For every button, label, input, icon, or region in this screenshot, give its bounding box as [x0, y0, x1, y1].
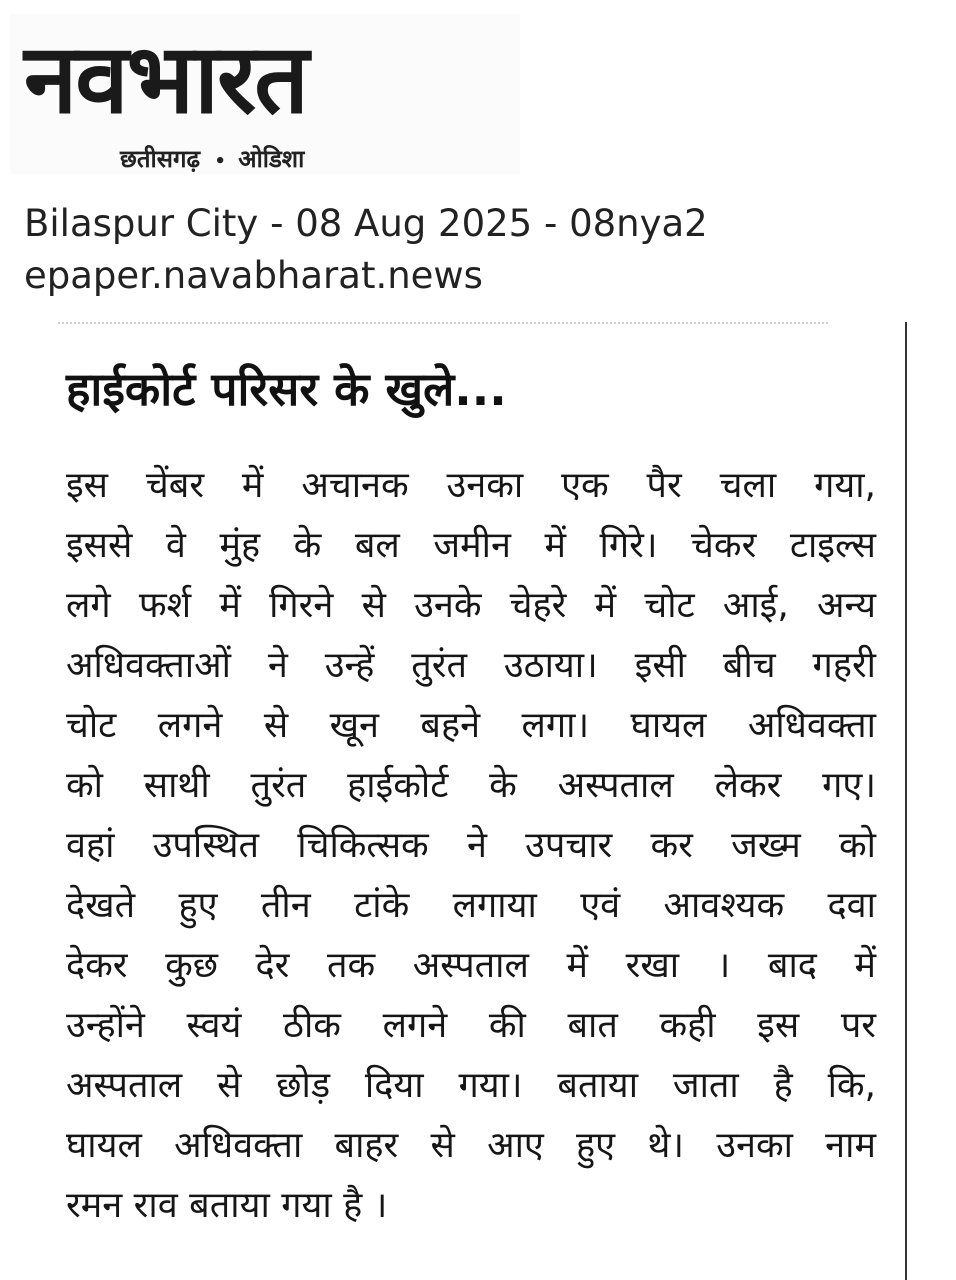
article-line: चोट लगने से खून बहने लगा। घायल अधिवक्ता: [66, 705, 876, 746]
article-line: लगे फर्श में गिरने से उनके चेहरे में चोट आई, अन्य: [66, 585, 876, 626]
source-url: epaper.navabharat.news: [24, 254, 483, 297]
article-line: को साथी तुरंत हाईकोर्ट के अस्पताल लेकर गए।: [66, 765, 876, 806]
article-body: [66, 456, 876, 1236]
article-line: वहां उपस्थित चिकित्सक ने उपचार कर जख्म को: [66, 825, 876, 866]
article-line: देकर कुछ देर तक अस्पताल में रखा । बाद में: [66, 945, 876, 986]
article-line: अधिवक्ताओं ने उन्हें तुरंत उठाया। इसी बीच गहरी: [66, 645, 876, 686]
article-line: देखते हुए तीन टांके लगाया एवं आवश्यक दवा: [66, 885, 876, 926]
masthead: [10, 14, 520, 174]
edition-chhattisgarh: छतीसगढ़: [120, 145, 200, 173]
article-line: रमन राव बताया गया है ।: [66, 1185, 388, 1226]
edition-date-line: Bilaspur City - 08 Aug 2025 - 08nya2: [24, 202, 708, 245]
article-line: इस चेंबर में अचानक उनका एक पैर चला गया,: [66, 465, 876, 506]
edition-odisha: ओडिशा: [238, 145, 305, 173]
newspaper-logo: नवभारत: [24, 23, 307, 135]
edition-separator: •: [214, 151, 226, 172]
edition-label: [120, 144, 304, 177]
article-line: अस्पताल से छोड़ दिया गया। बताया जाता है कि,: [66, 1065, 876, 1106]
article-headline: हाईकोर्ट परिसर के खुले...: [66, 362, 507, 416]
article-line: उन्होंने स्वयं ठीक लगने की बात कही इस पर: [66, 1005, 876, 1046]
top-divider: [58, 322, 828, 324]
article-line: घायल अधिवक्ता बाहर से आए हुए थे। उनका नाम: [66, 1125, 876, 1166]
article-line: इससे वे मुंह के बल जमीन में गिरे। चेकर टाइल्स: [66, 525, 876, 566]
column-divider: [905, 322, 907, 1280]
